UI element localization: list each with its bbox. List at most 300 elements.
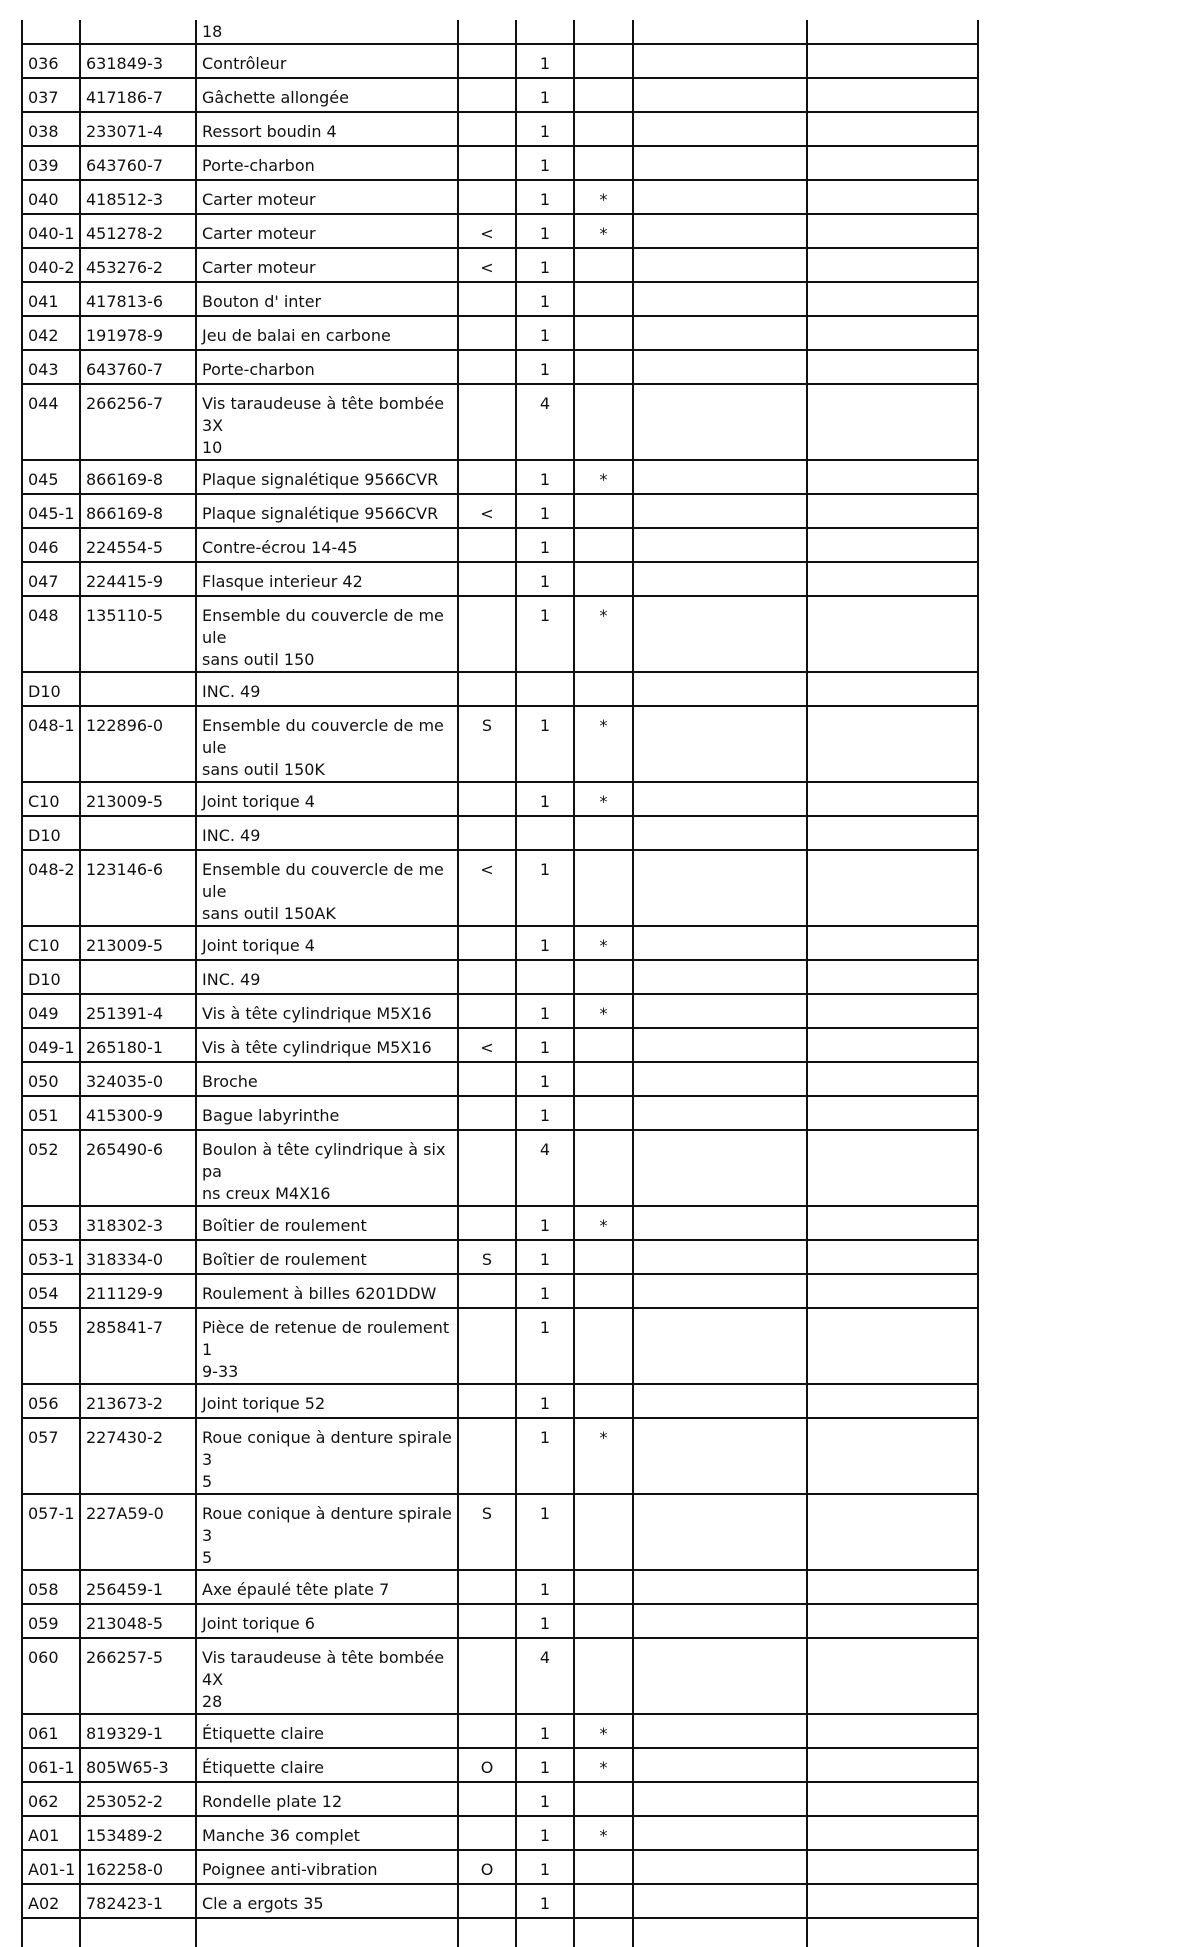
- item-no-cell: 043: [22, 350, 80, 384]
- change-code-cell: [458, 1782, 516, 1816]
- item-no-cell: 048-2: [22, 850, 80, 926]
- change-code-cell: [458, 1384, 516, 1418]
- change-code-cell: [458, 562, 516, 596]
- description-cell: Ensemble du couvercle de meule sans outil 150AK: [196, 850, 458, 926]
- blank-cell-a: [633, 248, 807, 282]
- table-row: [22, 350, 978, 384]
- change-code-cell: [458, 596, 516, 672]
- quantity-cell: 1: [516, 1418, 574, 1494]
- description-cell: Cle a ergots 35: [196, 1884, 458, 1918]
- blank-cell-b: [807, 1850, 978, 1884]
- item-no-cell: 053: [22, 1206, 80, 1240]
- table-row: [22, 1748, 978, 1782]
- change-code-cell: [458, 926, 516, 960]
- quantity-cell: 1: [516, 1748, 574, 1782]
- blank-cell-b: [807, 1918, 978, 1947]
- note-cell: *: [574, 1748, 633, 1782]
- blank-cell-a: [633, 1782, 807, 1816]
- description-cell: Joint torique 52: [196, 1384, 458, 1418]
- part-no-cell: 866169-8: [80, 494, 196, 528]
- description-cell: [196, 1918, 458, 1947]
- description-cell: Rondelle plate 12: [196, 1782, 458, 1816]
- quantity-cell: 1: [516, 528, 574, 562]
- description-cell: Vis taraudeuse à tête bombée 3X 10: [196, 384, 458, 460]
- blank-cell-a: [633, 672, 807, 706]
- blank-cell-b: [807, 248, 978, 282]
- item-no-cell: 048-1: [22, 706, 80, 782]
- blank-cell-a: [633, 1062, 807, 1096]
- description-cell: Ensemble du couvercle de meule sans outil 150K: [196, 706, 458, 782]
- item-no-cell: 056: [22, 1384, 80, 1418]
- quantity-cell: 1: [516, 1570, 574, 1604]
- change-code-cell: S: [458, 706, 516, 782]
- note-cell: [574, 672, 633, 706]
- quantity-cell: 1: [516, 706, 574, 782]
- blank-cell-b: [807, 20, 978, 44]
- description-cell: INC. 49: [196, 672, 458, 706]
- table-row: [22, 1308, 978, 1384]
- change-code-cell: [458, 1884, 516, 1918]
- item-no-cell: 045: [22, 460, 80, 494]
- note-cell: [574, 850, 633, 926]
- blank-cell-b: [807, 1782, 978, 1816]
- item-no-cell: 036: [22, 44, 80, 78]
- description-cell: Carter moteur: [196, 214, 458, 248]
- change-code-cell: [458, 1418, 516, 1494]
- change-code-cell: [458, 282, 516, 316]
- description-cell: Gâchette allongée: [196, 78, 458, 112]
- blank-cell-a: [633, 816, 807, 850]
- blank-cell-a: [633, 350, 807, 384]
- quantity-cell: 1: [516, 1274, 574, 1308]
- description-cell: Carter moteur: [196, 180, 458, 214]
- part-no-cell: [80, 672, 196, 706]
- table-row: [22, 248, 978, 282]
- item-no-cell: 040: [22, 180, 80, 214]
- blank-cell-b: [807, 1494, 978, 1570]
- blank-cell-a: [633, 1638, 807, 1714]
- part-no-cell: 453276-2: [80, 248, 196, 282]
- change-code-cell: [458, 1274, 516, 1308]
- table-row: [22, 214, 978, 248]
- blank-cell-b: [807, 926, 978, 960]
- description-cell: Contrôleur: [196, 44, 458, 78]
- quantity-cell: 1: [516, 1714, 574, 1748]
- note-cell: *: [574, 1206, 633, 1240]
- description-cell: Axe épaulé tête plate 7: [196, 1570, 458, 1604]
- parts-table: [21, 20, 979, 1947]
- table-row: [22, 1570, 978, 1604]
- description-cell: Pièce de retenue de roulement 1 9-33: [196, 1308, 458, 1384]
- blank-cell-b: [807, 44, 978, 78]
- blank-cell-a: [633, 528, 807, 562]
- blank-cell-b: [807, 1884, 978, 1918]
- item-no-cell: 049: [22, 994, 80, 1028]
- blank-cell-a: [633, 1570, 807, 1604]
- blank-cell-a: [633, 1274, 807, 1308]
- parts-list-page: [21, 20, 977, 1947]
- quantity-cell: 1: [516, 1384, 574, 1418]
- blank-cell-b: [807, 1638, 978, 1714]
- change-code-cell: [458, 350, 516, 384]
- part-no-cell: 213673-2: [80, 1384, 196, 1418]
- quantity-cell: 1: [516, 596, 574, 672]
- item-no-cell: D10: [22, 816, 80, 850]
- blank-cell-b: [807, 1748, 978, 1782]
- blank-cell-b: [807, 180, 978, 214]
- quantity-cell: 1: [516, 1062, 574, 1096]
- table-row: [22, 1274, 978, 1308]
- quantity-cell: 1: [516, 782, 574, 816]
- table-row: [22, 596, 978, 672]
- item-no-cell: 042: [22, 316, 80, 350]
- item-no-cell: 051: [22, 1096, 80, 1130]
- table-row: [22, 1240, 978, 1274]
- table-row: [22, 1494, 978, 1570]
- quantity-cell: 1: [516, 1096, 574, 1130]
- part-no-cell: 418512-3: [80, 180, 196, 214]
- note-cell: [574, 1240, 633, 1274]
- description-cell: Ressort boudin 4: [196, 112, 458, 146]
- table-row: [22, 850, 978, 926]
- part-no-cell: 866169-8: [80, 460, 196, 494]
- note-cell: [574, 1384, 633, 1418]
- part-no-cell: 643760-7: [80, 350, 196, 384]
- table-row: [22, 672, 978, 706]
- table-row: [22, 1782, 978, 1816]
- change-code-cell: [458, 44, 516, 78]
- change-code-cell: <: [458, 214, 516, 248]
- item-no-cell: 058: [22, 1570, 80, 1604]
- change-code-cell: [458, 960, 516, 994]
- description-cell: Porte-charbon: [196, 350, 458, 384]
- item-no-cell: 046: [22, 528, 80, 562]
- quantity-cell: 1: [516, 78, 574, 112]
- blank-cell-a: [633, 994, 807, 1028]
- table-row: [22, 816, 978, 850]
- part-no-cell: [80, 1918, 196, 1947]
- change-code-cell: [458, 1918, 516, 1947]
- item-no-cell: 049-1: [22, 1028, 80, 1062]
- blank-cell-a: [633, 1418, 807, 1494]
- blank-cell-a: [633, 1850, 807, 1884]
- table-row: [22, 316, 978, 350]
- quantity-cell: 4: [516, 384, 574, 460]
- part-no-cell: 135110-5: [80, 596, 196, 672]
- change-code-cell: [458, 1638, 516, 1714]
- item-no-cell: 062: [22, 1782, 80, 1816]
- change-code-cell: [458, 146, 516, 180]
- part-no-cell: 213009-5: [80, 782, 196, 816]
- quantity-cell: 1: [516, 460, 574, 494]
- blank-cell-b: [807, 460, 978, 494]
- table-row: [22, 1096, 978, 1130]
- quantity-cell: 1: [516, 146, 574, 180]
- table-row: [22, 1130, 978, 1206]
- note-cell: [574, 316, 633, 350]
- part-no-cell: 819329-1: [80, 1714, 196, 1748]
- note-cell: *: [574, 1714, 633, 1748]
- note-cell: [574, 960, 633, 994]
- item-no-cell: 047: [22, 562, 80, 596]
- note-cell: *: [574, 926, 633, 960]
- change-code-cell: S: [458, 1494, 516, 1570]
- table-row: [22, 1638, 978, 1714]
- note-cell: *: [574, 460, 633, 494]
- part-no-cell: 123146-6: [80, 850, 196, 926]
- description-cell: Roue conique à denture spirale 3 5: [196, 1418, 458, 1494]
- part-no-cell: 265490-6: [80, 1130, 196, 1206]
- note-cell: [574, 528, 633, 562]
- description-cell: Joint torique 4: [196, 782, 458, 816]
- part-no-cell: 324035-0: [80, 1062, 196, 1096]
- blank-cell-b: [807, 850, 978, 926]
- part-no-cell: 643760-7: [80, 146, 196, 180]
- table-row: [22, 1604, 978, 1638]
- quantity-cell: 1: [516, 850, 574, 926]
- quantity-cell: 1: [516, 350, 574, 384]
- blank-cell-b: [807, 1062, 978, 1096]
- blank-cell-a: [633, 1206, 807, 1240]
- description-cell: Plaque signalétique 9566CVR: [196, 494, 458, 528]
- change-code-cell: <: [458, 248, 516, 282]
- part-no-cell: 318302-3: [80, 1206, 196, 1240]
- blank-cell-b: [807, 316, 978, 350]
- blank-cell-b: [807, 672, 978, 706]
- blank-cell-b: [807, 596, 978, 672]
- blank-cell-a: [633, 596, 807, 672]
- note-cell: *: [574, 1418, 633, 1494]
- change-code-cell: [458, 1570, 516, 1604]
- part-no-cell: 211129-9: [80, 1274, 196, 1308]
- table-row: [22, 146, 978, 180]
- part-no-cell: 191978-9: [80, 316, 196, 350]
- part-no-cell: 224415-9: [80, 562, 196, 596]
- part-no-cell: [80, 960, 196, 994]
- blank-cell-a: [633, 316, 807, 350]
- blank-cell-a: [633, 214, 807, 248]
- quantity-cell: 1: [516, 282, 574, 316]
- item-no-cell: 054: [22, 1274, 80, 1308]
- quantity-cell: 4: [516, 1130, 574, 1206]
- note-cell: *: [574, 706, 633, 782]
- part-no-cell: 451278-2: [80, 214, 196, 248]
- quantity-cell: 1: [516, 44, 574, 78]
- quantity-cell: 1: [516, 1604, 574, 1638]
- blank-cell-a: [633, 1884, 807, 1918]
- table-row: [22, 1884, 978, 1918]
- note-cell: [574, 1782, 633, 1816]
- part-no-cell: 162258-0: [80, 1850, 196, 1884]
- item-no-cell: A01: [22, 1816, 80, 1850]
- part-no-cell: 256459-1: [80, 1570, 196, 1604]
- blank-cell-a: [633, 460, 807, 494]
- blank-cell-b: [807, 1816, 978, 1850]
- blank-cell-b: [807, 1274, 978, 1308]
- blank-cell-a: [633, 1130, 807, 1206]
- table-row: [22, 1062, 978, 1096]
- note-cell: [574, 1918, 633, 1947]
- note-cell: [574, 494, 633, 528]
- blank-cell-b: [807, 1604, 978, 1638]
- note-cell: [574, 1062, 633, 1096]
- item-no-cell: 041: [22, 282, 80, 316]
- note-cell: [574, 350, 633, 384]
- quantity-cell: [516, 20, 574, 44]
- quantity-cell: 1: [516, 1308, 574, 1384]
- description-cell: INC. 49: [196, 960, 458, 994]
- description-cell: Carter moteur: [196, 248, 458, 282]
- blank-cell-b: [807, 1240, 978, 1274]
- part-no-cell: 213048-5: [80, 1604, 196, 1638]
- change-code-cell: <: [458, 1028, 516, 1062]
- blank-cell-b: [807, 146, 978, 180]
- description-cell: Bouton d' inter: [196, 282, 458, 316]
- description-cell: Plaque signalétique 9566CVR: [196, 460, 458, 494]
- quantity-cell: [516, 960, 574, 994]
- change-code-cell: S: [458, 1240, 516, 1274]
- part-no-cell: 782423-1: [80, 1884, 196, 1918]
- part-no-cell: 265180-1: [80, 1028, 196, 1062]
- part-no-cell: 253052-2: [80, 1782, 196, 1816]
- blank-cell-a: [633, 44, 807, 78]
- item-no-cell: 055: [22, 1308, 80, 1384]
- blank-cell-b: [807, 1418, 978, 1494]
- item-no-cell: 053-1: [22, 1240, 80, 1274]
- table-row: [22, 782, 978, 816]
- table-row: [22, 1816, 978, 1850]
- change-code-cell: [458, 1062, 516, 1096]
- description-cell: INC. 49: [196, 816, 458, 850]
- note-cell: *: [574, 782, 633, 816]
- table-row: [22, 112, 978, 146]
- table-row: [22, 706, 978, 782]
- note-cell: [574, 20, 633, 44]
- item-no-cell: [22, 1918, 80, 1947]
- note-cell: [574, 282, 633, 316]
- item-no-cell: 057: [22, 1418, 80, 1494]
- quantity-cell: 1: [516, 494, 574, 528]
- table-row: [22, 528, 978, 562]
- change-code-cell: O: [458, 1850, 516, 1884]
- blank-cell-a: [633, 1308, 807, 1384]
- blank-cell-b: [807, 1308, 978, 1384]
- blank-cell-b: [807, 112, 978, 146]
- blank-cell-a: [633, 850, 807, 926]
- blank-cell-b: [807, 1096, 978, 1130]
- change-code-cell: [458, 994, 516, 1028]
- change-code-cell: [458, 1714, 516, 1748]
- change-code-cell: [458, 672, 516, 706]
- note-cell: [574, 112, 633, 146]
- change-code-cell: [458, 112, 516, 146]
- quantity-cell: [516, 672, 574, 706]
- description-cell: Étiquette claire: [196, 1748, 458, 1782]
- item-no-cell: 059: [22, 1604, 80, 1638]
- note-cell: [574, 1274, 633, 1308]
- table-row: [22, 1206, 978, 1240]
- quantity-cell: 1: [516, 248, 574, 282]
- blank-cell-b: [807, 1570, 978, 1604]
- parts-table-body: [22, 20, 978, 1947]
- blank-cell-a: [633, 146, 807, 180]
- item-no-cell: 060: [22, 1638, 80, 1714]
- quantity-cell: 1: [516, 1240, 574, 1274]
- blank-cell-a: [633, 960, 807, 994]
- description-cell: Joint torique 4: [196, 926, 458, 960]
- note-cell: [574, 1604, 633, 1638]
- blank-cell-a: [633, 1384, 807, 1418]
- table-row: [22, 1850, 978, 1884]
- part-no-cell: 285841-7: [80, 1308, 196, 1384]
- change-code-cell: [458, 1206, 516, 1240]
- change-code-cell: [458, 384, 516, 460]
- note-cell: [574, 146, 633, 180]
- part-no-cell: 266257-5: [80, 1638, 196, 1714]
- blank-cell-b: [807, 994, 978, 1028]
- blank-cell-a: [633, 282, 807, 316]
- note-cell: [574, 384, 633, 460]
- description-cell: Boulon à tête cylindrique à six pa ns creux M4X16: [196, 1130, 458, 1206]
- note-cell: [574, 1028, 633, 1062]
- item-no-cell: 040-1: [22, 214, 80, 248]
- blank-cell-a: [633, 782, 807, 816]
- description-cell: Porte-charbon: [196, 146, 458, 180]
- description-cell: Contre-écrou 14-45: [196, 528, 458, 562]
- blank-cell-a: [633, 1816, 807, 1850]
- blank-cell-a: [633, 1494, 807, 1570]
- item-no-cell: 050: [22, 1062, 80, 1096]
- item-no-cell: 045-1: [22, 494, 80, 528]
- change-code-cell: [458, 180, 516, 214]
- quantity-cell: 1: [516, 562, 574, 596]
- change-code-cell: [458, 460, 516, 494]
- blank-cell-a: [633, 562, 807, 596]
- description-cell: Vis à tête cylindrique M5X16: [196, 994, 458, 1028]
- note-cell: *: [574, 180, 633, 214]
- blank-cell-b: [807, 214, 978, 248]
- blank-cell-a: [633, 180, 807, 214]
- item-no-cell: 048: [22, 596, 80, 672]
- blank-cell-b: [807, 1206, 978, 1240]
- description-cell: Manche 36 complet: [196, 1816, 458, 1850]
- part-no-cell: 318334-0: [80, 1240, 196, 1274]
- note-cell: *: [574, 596, 633, 672]
- quantity-cell: [516, 816, 574, 850]
- table-row: [22, 44, 978, 78]
- table-row: [22, 1028, 978, 1062]
- description-cell: Joint torique 6: [196, 1604, 458, 1638]
- change-code-cell: [458, 1096, 516, 1130]
- quantity-cell: [516, 1918, 574, 1947]
- quantity-cell: 1: [516, 214, 574, 248]
- blank-cell-b: [807, 562, 978, 596]
- note-cell: *: [574, 1816, 633, 1850]
- description-cell: Flasque interieur 42: [196, 562, 458, 596]
- blank-cell-b: [807, 384, 978, 460]
- table-row: [22, 384, 978, 460]
- note-cell: [574, 44, 633, 78]
- table-row: [22, 180, 978, 214]
- blank-cell-b: [807, 1714, 978, 1748]
- note-cell: *: [574, 214, 633, 248]
- item-no-cell: C10: [22, 926, 80, 960]
- blank-cell-a: [633, 20, 807, 44]
- blank-cell-a: [633, 1096, 807, 1130]
- part-no-cell: 266256-7: [80, 384, 196, 460]
- note-cell: [574, 1130, 633, 1206]
- item-no-cell: 044: [22, 384, 80, 460]
